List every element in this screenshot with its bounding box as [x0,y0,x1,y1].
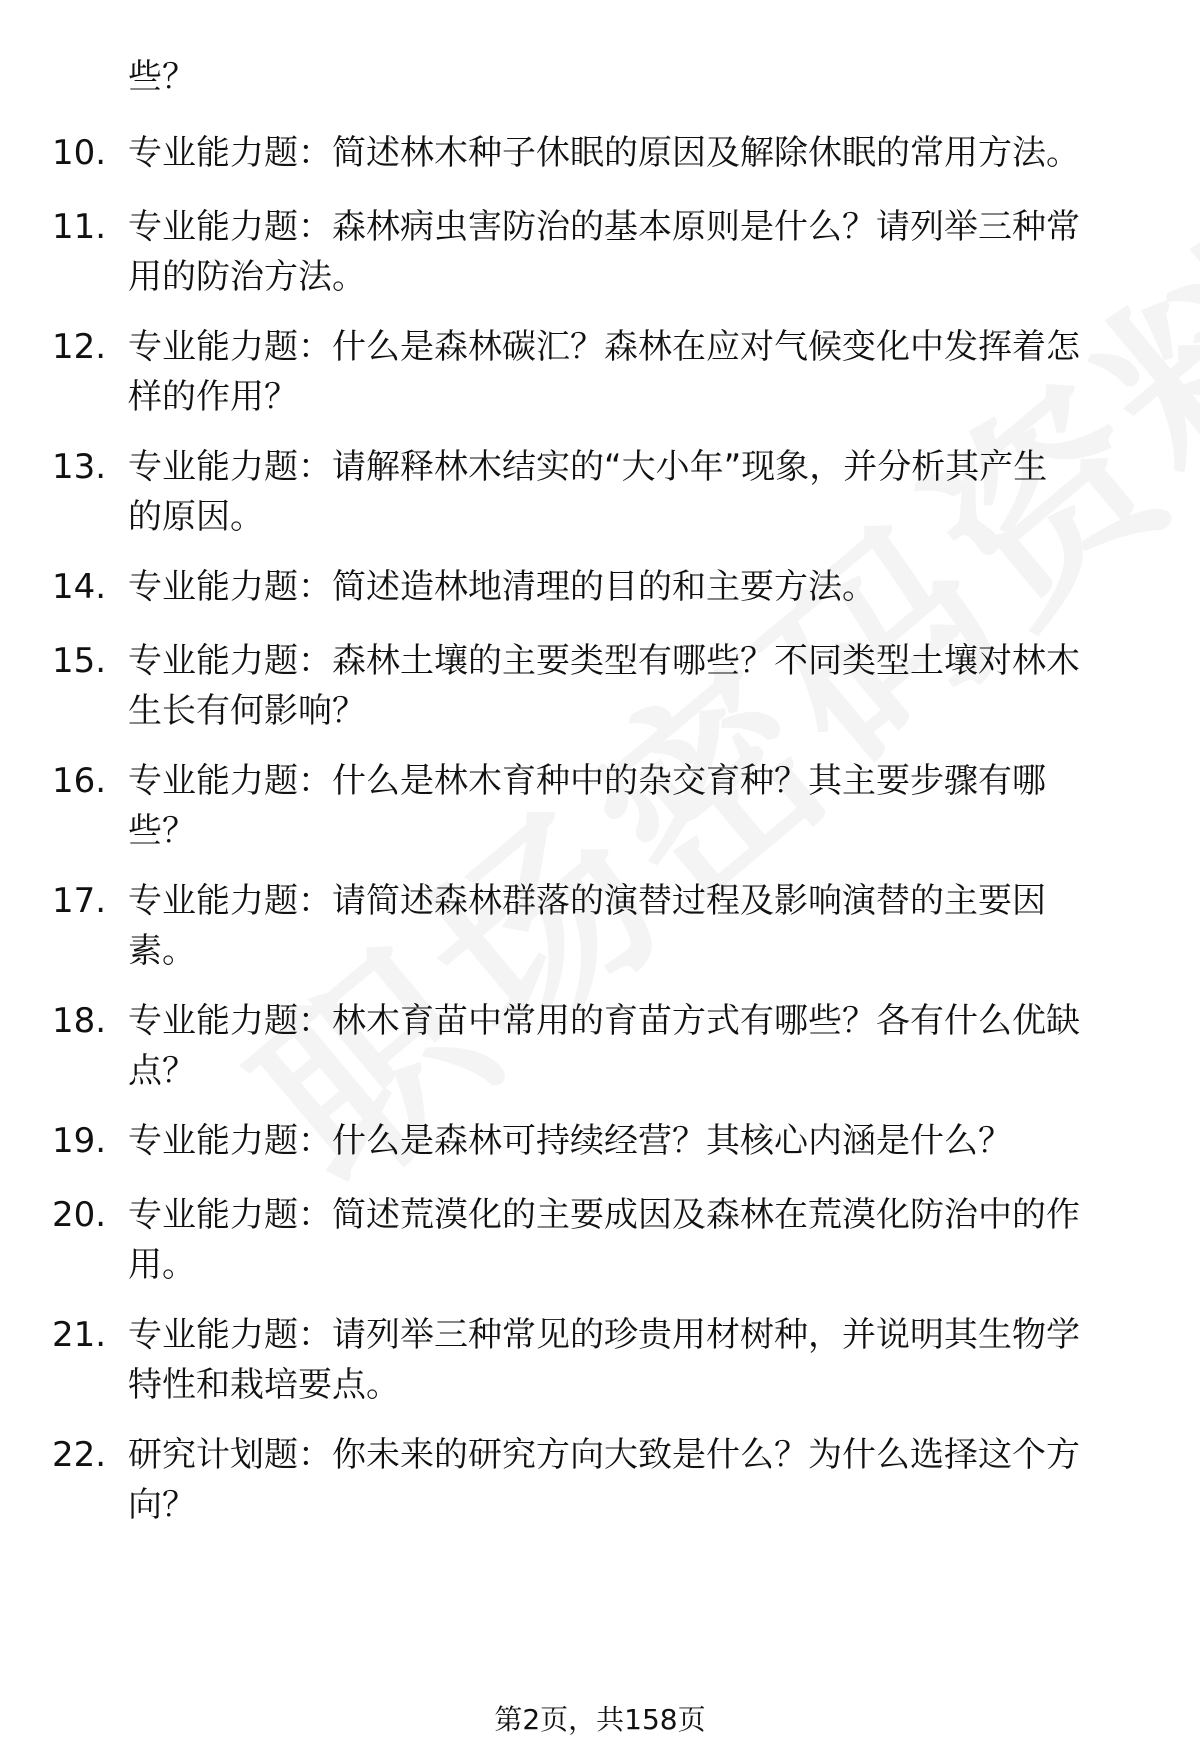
item-line: 专业能力题：请解释林木结实的“大小年”现象，并分析其产生 [128,447,1048,487]
item-line: 研究计划题：你未来的研究方向大致是什么？为什么选择这个方 [128,1435,1080,1475]
item-number: 18. [52,1001,107,1041]
item-line: 专业能力题：森林土壤的主要类型有哪些？不同类型土壤对林木 [128,641,1080,681]
item-line: 专业能力题：简述林木种子休眠的原因及解除休眠的常用方法。 [128,133,1080,173]
item-text [128,876,1148,976]
item-text [128,1430,1148,1530]
item-line: 专业能力题：简述荒漠化的主要成因及森林在荒漠化防治中的作 [128,1195,1080,1235]
item-number: 20. [52,1195,107,1235]
item-line: 专业能力题：请简述森林群落的演替过程及影响演替的主要因 [128,881,1046,921]
item-number: 21. [52,1315,107,1355]
item-text [128,996,1148,1096]
item-text [128,636,1148,736]
item-line: 素。 [128,931,196,971]
item-line: 专业能力题：林木育苗中常用的育苗方式有哪些？各有什么优缺 [128,1001,1080,1041]
item-text [128,756,1148,856]
item-line: 样的作用？ [128,377,298,417]
item-line: 专业能力题：什么是森林可持续经营？其核心内涵是什么？ [128,1121,1012,1161]
item-text [128,562,1148,612]
item-number: 19. [52,1121,107,1161]
item-line: 专业能力题：什么是森林碳汇？森林在应对气候变化中发挥着怎 [128,327,1080,367]
item-text [128,202,1148,302]
item-line: 用的防治方法。 [128,257,366,297]
item-line: 专业能力题：简述造林地清理的目的和主要方法。 [128,567,876,607]
item-line: 生长有何影响？ [128,691,366,731]
item-text [128,1116,1148,1166]
item-number: 22. [52,1435,107,1475]
item-number: 15. [52,641,107,681]
item-number: 10. [52,133,107,173]
item-line: 专业能力题：森林病虫害防治的基本原则是什么？请列举三种常 [128,207,1080,247]
page-footer: 第2页，共158页 [494,1703,706,1736]
item-number: 13. [52,447,107,487]
item-line: 专业能力题：请列举三种常见的珍贵用材树种，并说明其生物学 [128,1315,1080,1355]
item-line: 向？ [128,1485,196,1525]
item-line: 点？ [128,1051,196,1091]
item-number: 14. [52,567,107,607]
item-number: 17. [52,881,107,921]
item-number: 11. [52,207,107,247]
item-line: 的原因。 [128,497,264,537]
item-line: 些？ [128,811,196,851]
item-line: 用。 [128,1245,196,1285]
item-line: 特性和栽培要点。 [128,1365,400,1405]
item-number: 12. [52,327,107,367]
item-text [128,1190,1148,1290]
continuation-text: 些？ [128,57,196,97]
item-number: 16. [52,761,107,801]
item-text [128,128,1148,178]
item-line: 专业能力题：什么是林木育种中的杂交育种？其主要步骤有哪 [128,761,1046,801]
item-text [128,322,1148,422]
item-text [128,442,1148,542]
item-text [128,1310,1148,1410]
